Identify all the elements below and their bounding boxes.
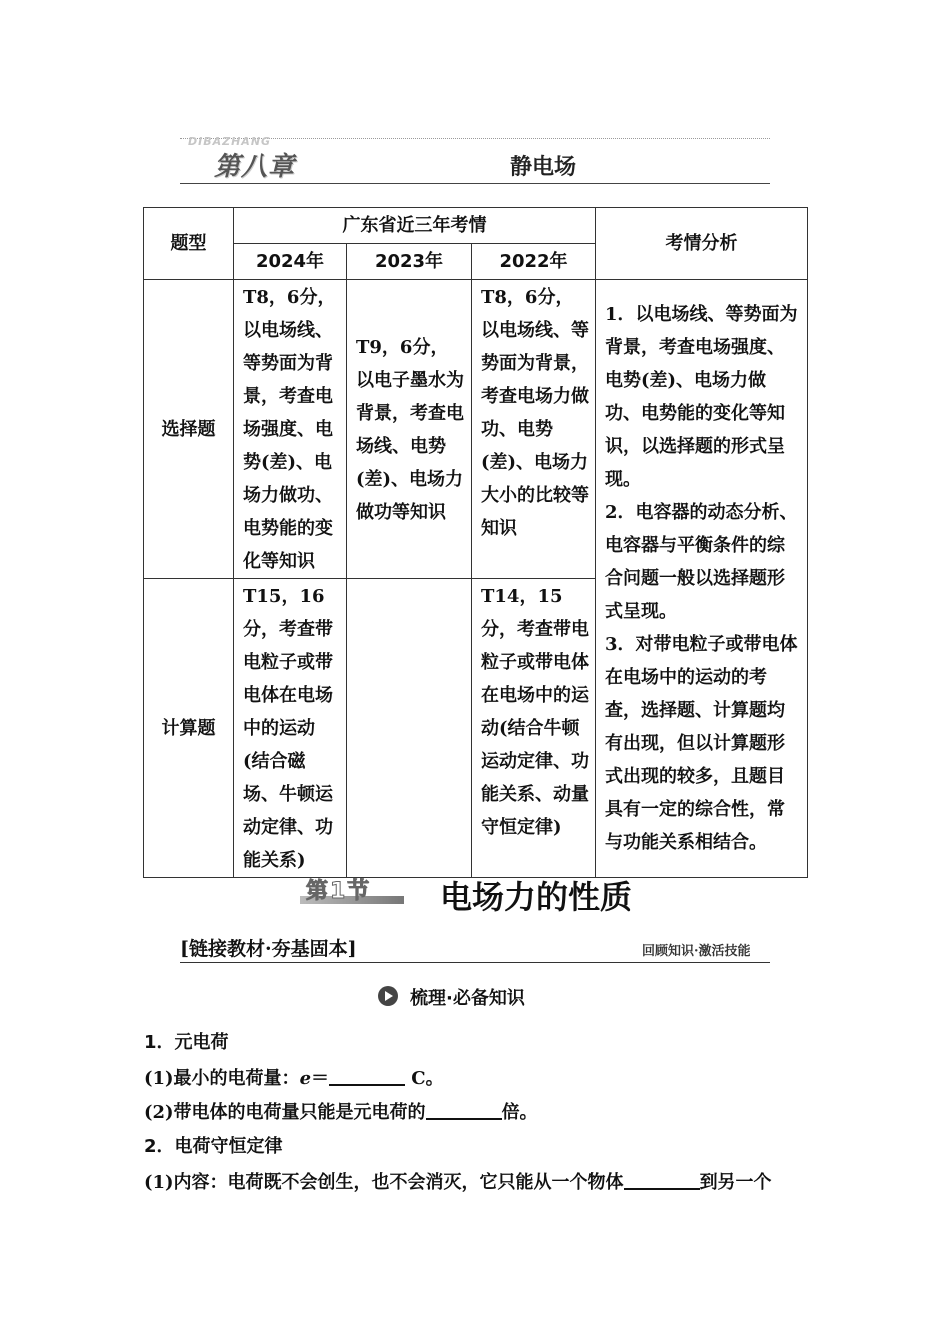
heading-2: 2．电荷守恒定律 [144, 1136, 283, 1157]
p1-suffix: C。 [405, 1068, 444, 1089]
header-analysis: 考情分析 [596, 208, 808, 280]
play-icon [378, 986, 398, 1006]
link-textbook: [链接教材·夯基固本] [180, 938, 357, 960]
paragraph-1 [144, 1064, 444, 1090]
link-review: 回顾知识·激活技能 [642, 944, 751, 959]
p3-suffix: 到另一个 [699, 1172, 772, 1193]
analysis-cell [596, 280, 808, 878]
header-group: 广东省近三年考情 [234, 208, 596, 244]
blank-1 [329, 1066, 405, 1086]
chapter-title: 静电场 [510, 155, 577, 180]
heading-1: 1．元电荷 [144, 1032, 229, 1053]
paragraph-2 [144, 1098, 538, 1124]
p2-suffix: 倍。 [501, 1102, 538, 1123]
chapter-header [180, 136, 770, 186]
analysis-point-2: 2．电容器的动态分析、电容器与平衡条件的综合问题一般以选择题形式呈现。 [605, 502, 798, 622]
p1-prefix: (1)最小的电荷量： [144, 1068, 300, 1089]
blank-3 [624, 1170, 700, 1190]
p1-eq: ＝ [311, 1068, 330, 1089]
chapter-label: 第八章 [214, 152, 296, 182]
p2-prefix: (2)带电体的电荷量只能是元电荷的 [144, 1102, 426, 1123]
header-year-2024: 2024年 [234, 244, 347, 280]
analysis-point-1: 1．以电场线、等势面为背景，考查电场强度、电势(差)、电场力做功、电势能的变化等知识，以选择题的形式呈现。 [605, 304, 798, 490]
cell-2022: T8，6分，以电场线、等势面为背景，考查电场力做功、电势(差)、电场力大小的比较等知识 [472, 280, 596, 579]
cell-2022: T14，15分，考查带电粒子或带电体在电场中的运动(结合牛顿运动定律、功能关系、动量守恒定律) [472, 579, 596, 878]
section-badge [300, 874, 404, 910]
exam-analysis-table [143, 207, 808, 878]
header-year-2023: 2023年 [347, 244, 472, 280]
p3-prefix: (1)内容：电荷既不会创生，也不会消灭，它只能从一个物体 [144, 1172, 624, 1193]
header-type: 题型 [144, 208, 234, 280]
var-e: e [299, 1068, 312, 1089]
table-row [144, 280, 808, 579]
row-type: 计算题 [144, 579, 234, 878]
chapter-pinyin: DIBAZHANG [188, 135, 272, 148]
cell-2023: T9，6分，以电子墨水为背景，考查电场线、电势(差)、电场力做功等知识 [347, 280, 472, 579]
section-badge-text: 第1节 [306, 879, 372, 904]
blank-2 [426, 1100, 502, 1120]
section-title: 电场力的性质 [440, 878, 633, 916]
cell-2024: T15，16分，考查带电粒子或带电体在电场中的运动(结合磁场、牛顿运动定律、功能关系) [234, 579, 347, 878]
analysis-point-3: 3．对带电粒子或带电体在电场中的运动的考查，选择题、计算题均有出现，但以计算题形式出现的较多，且题目具有一定的综合性，常与功能关系相结合。 [605, 634, 798, 853]
cell-2023 [347, 579, 472, 878]
header-bottom-rule [180, 183, 770, 184]
header-year-2022: 2022年 [472, 244, 596, 280]
link-rule [180, 962, 770, 963]
row-type: 选择题 [144, 280, 234, 579]
paragraph-3 [144, 1168, 772, 1194]
cell-2024: T8，6分，以电场线、等势面为背景，考查电场强度、电势(差)、电场力做功、电势能的变化等知识 [234, 280, 347, 579]
subheading: 梳理·必备知识 [410, 988, 525, 1009]
